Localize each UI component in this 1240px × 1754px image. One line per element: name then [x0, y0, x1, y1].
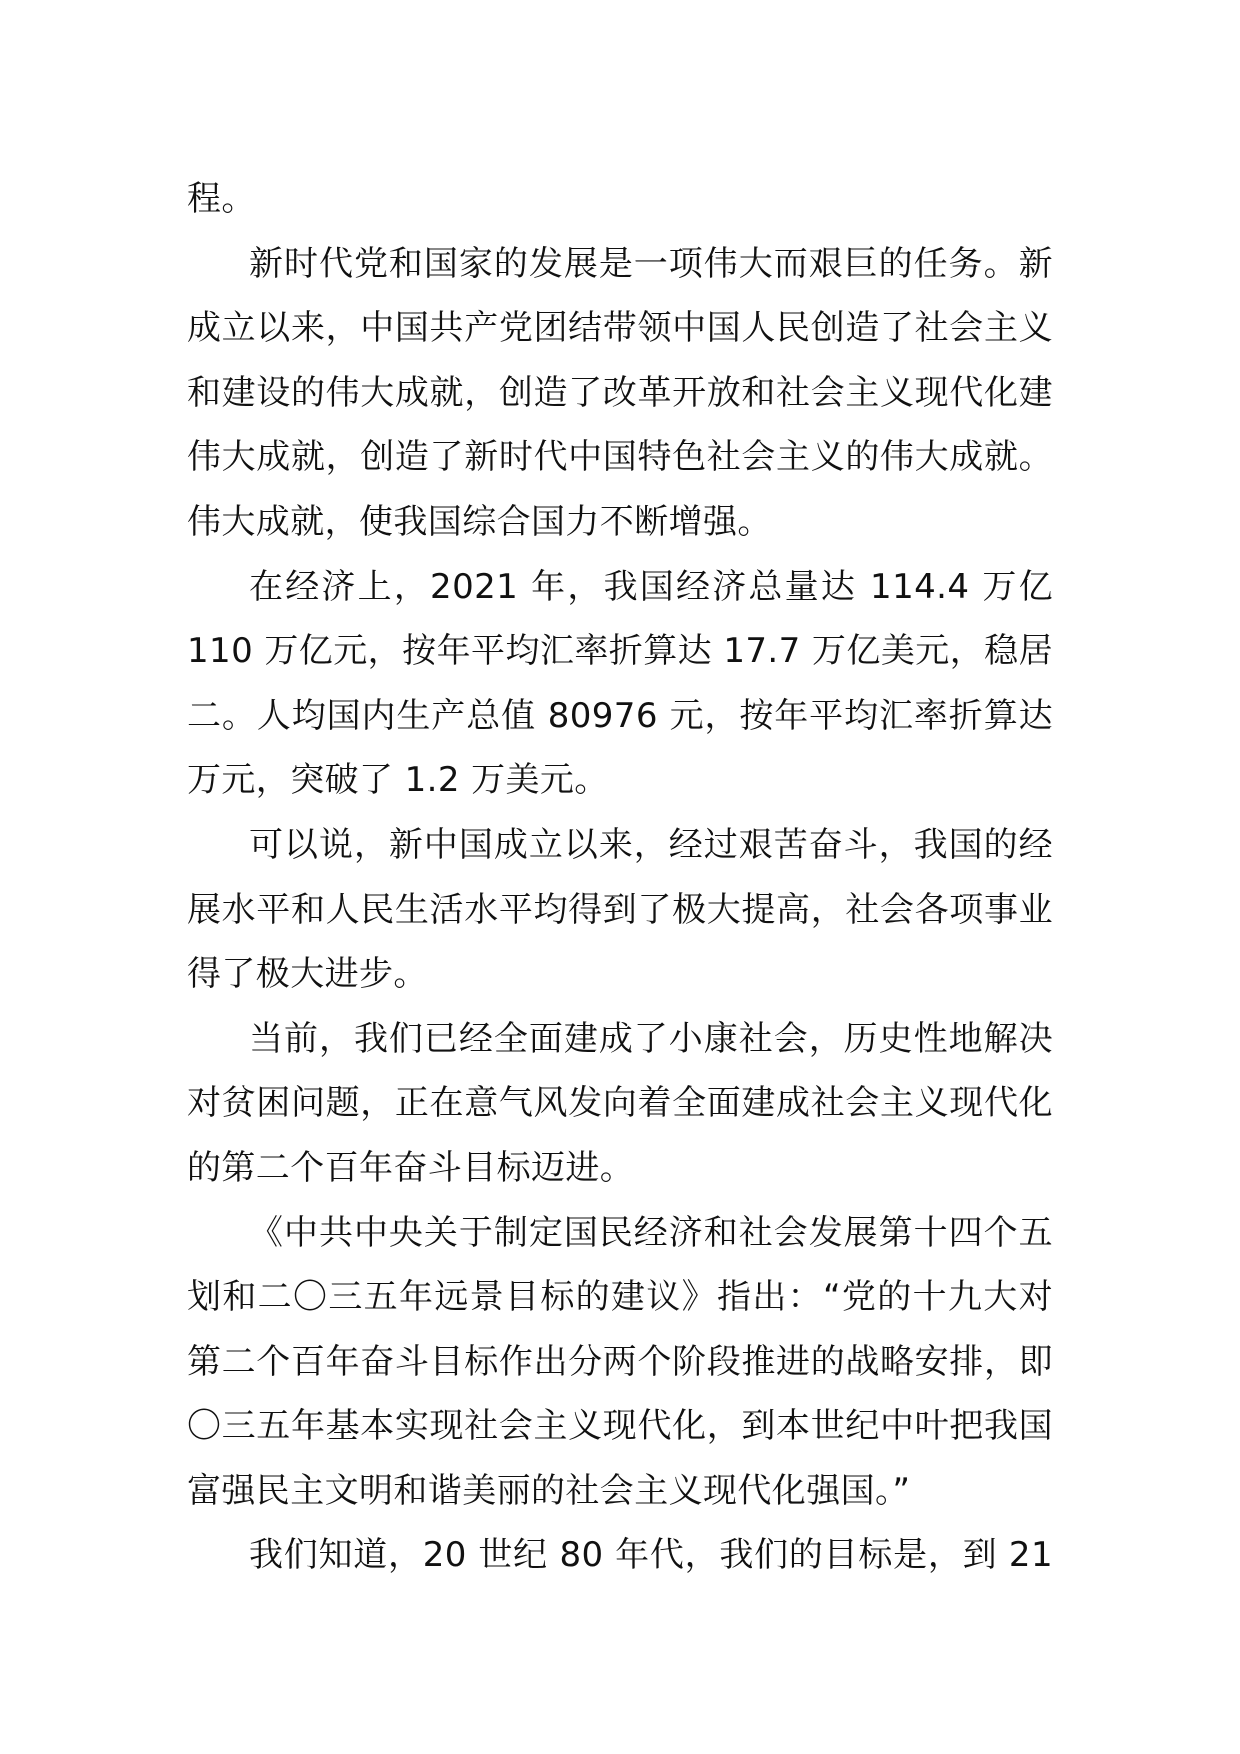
paragraph-first-line: 我们知道，20 世纪 80 年代，我们的目标是，到 21 [249, 1535, 1053, 1576]
text-line: 划和二〇三五年远景目标的建议》指出：“党的十九大对 [187, 1277, 1053, 1318]
paragraph-first-line: 可以说，新中国成立以来，经过艰苦奋斗，我国的经 [249, 824, 1053, 865]
text-line: 二。人均国内生产总值 80976 元，按年平均汇率折算达 [187, 695, 1053, 736]
text-line: 伟大成就，使我国综合国力不断增强。 [187, 501, 772, 542]
paragraph-first-line: 新时代党和国家的发展是一项伟大而艰巨的任务。新 [249, 243, 1053, 284]
text-line: 110 万亿元，按年平均汇率折算达 17.7 万亿美元，稳居 [187, 631, 1053, 672]
text-line: 展水平和人民生活水平均得到了极大提高，社会各项事业 [187, 889, 1053, 930]
text-line: 和建设的伟大成就，创造了改革开放和社会主义现代化建 [187, 372, 1053, 413]
paragraph-first-line: 在经济上，2021 年，我国经济总量达 114.4 万亿 [249, 566, 1053, 607]
text-line: 程。 [187, 179, 256, 219]
text-line: 万元，突破了 1.2 万美元。 [187, 760, 609, 801]
paragraph-first-line: 《中共中央关于制定国民经济和社会发展第十四个五 [249, 1212, 1053, 1253]
text-line: 成立以来，中国共产党团结带领中国人民创造了社会主义 [187, 308, 1053, 349]
text-line: 对贫困问题，正在意气风发向着全面建成社会主义现代化 [187, 1083, 1053, 1124]
text-line: 得了极大进步。 [187, 954, 428, 995]
text-line: 伟大成就，创造了新时代中国特色社会主义的伟大成就。 [187, 437, 1053, 478]
text-line: 富强民主文明和谐美丽的社会主义现代化强国。” [187, 1470, 911, 1511]
paragraph-first-line: 当前，我们已经全面建成了小康社会，历史性地解决 [249, 1018, 1053, 1059]
text-line: 的第二个百年奋斗目标迈进。 [187, 1147, 635, 1188]
text-line: 〇三五年基本实现社会主义现代化，到本世纪中叶把我国 [187, 1406, 1053, 1447]
text-line: 第二个百年奋斗目标作出分两个阶段推进的战略安排，即 [187, 1341, 1053, 1382]
body-text [187, 167, 1053, 1588]
